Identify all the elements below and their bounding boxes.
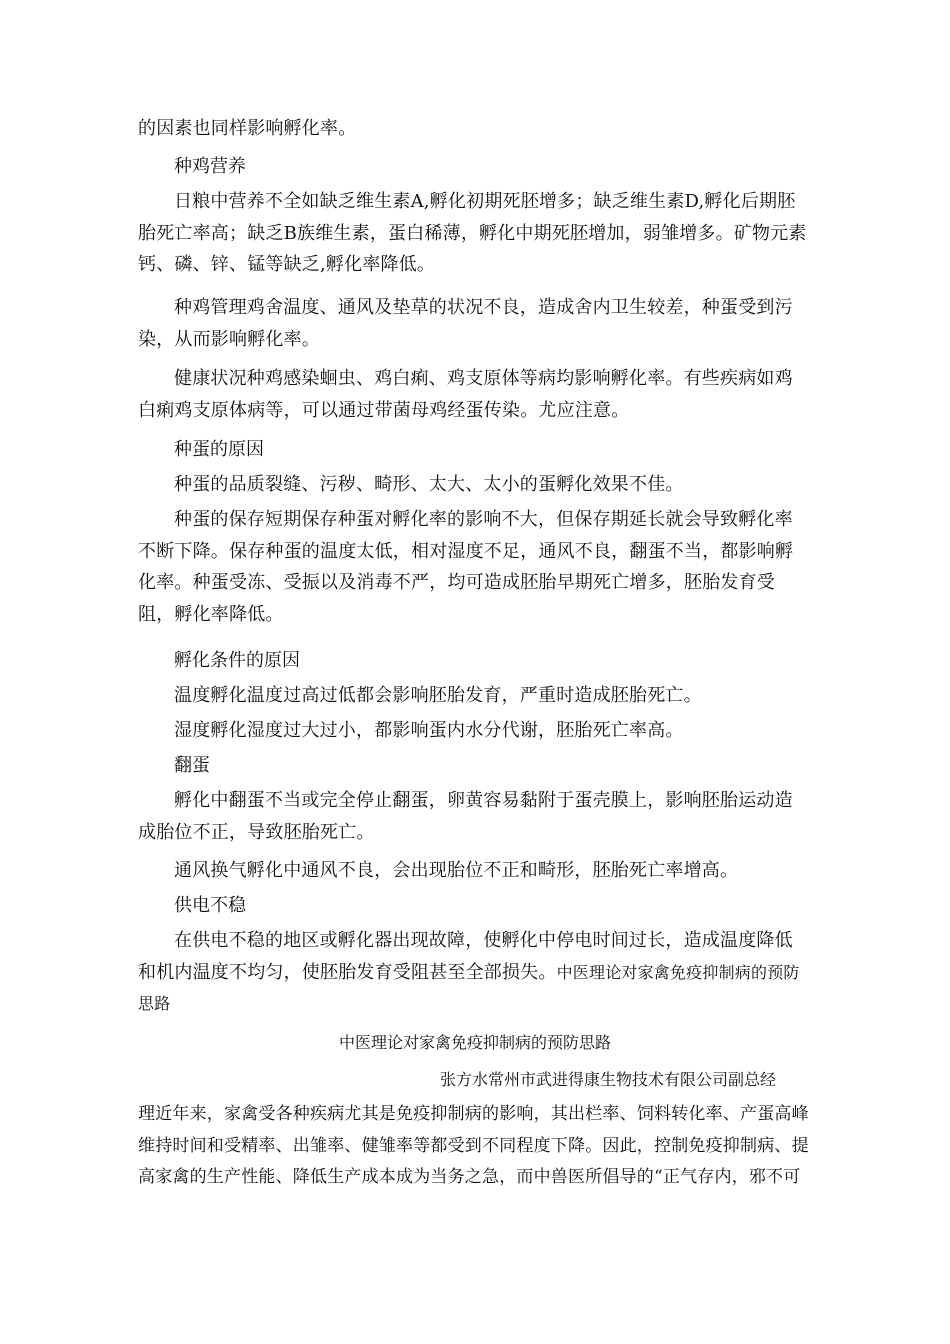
- paragraph-humidity: 湿度孵化湿度过大过小，都影响蛋内水分代谢，胚胎死亡率高。: [174, 720, 684, 741]
- heading-power-supply: 供电不稳: [174, 895, 246, 916]
- paragraph-egg-quality: 种蛋的品质裂缝、污秽、畸形、太大、太小的蛋孵化效果不佳。: [174, 474, 684, 495]
- paragraph-management: 种鸡管理鸡舍温度、通风及垫草的状况不良，造成舍内卫生较差，种蛋受到污染，从而影响孵化率。: [138, 297, 793, 350]
- paragraph-nutrition: 日粮中营养不全如缺乏维生素A,孵化初期死胚增多；缺乏维生素D,孵化后期胚胎死亡率高；缺乏B族维生素，蛋白稀薄，孵化中期死胚增加，弱雏增多。矿物元素钙、磷、锌、锰等缺乏,孵化率降低。: [138, 191, 807, 275]
- paragraph-health: 健康状况种鸡感染蛔虫、鸡白痢、鸡支原体等病均影响孵化率。有些疾病如鸡白痢鸡支原体病等，可以通过带菌母鸡经蛋传染。尤应注意。: [138, 368, 793, 421]
- author-line: 张方水常州市武进得康生物技术有限公司副总经: [440, 1070, 777, 1089]
- article-title: 中医理论对家禽免疫抑制病的预防思路: [338, 1033, 611, 1052]
- paragraph-temperature: 温度孵化温度过高过低都会影响胚胎发育，严重时造成胚胎死亡。: [174, 685, 702, 706]
- paragraph-egg-storage: 种蛋的保存短期保存种蛋对孵化率的影响不大，但保存期延长就会导致孵化率不断下降。保存种蛋的温度太低，相对湿度不足，通风不良，翻蛋不当，都影响孵化率。种蛋受冻、受振以及消毒不严，均可造成胚胎早期死亡增多，胚胎发育受阻，孵化率降低。: [138, 509, 794, 625]
- heading-egg-causes: 种蛋的原因: [174, 439, 264, 460]
- paragraph-intro: 理近年来，家禽受各种疾病尤其是免疫抑制病的影响，其出栏率、饲料转化率、产蛋高峰维持时间和受精率、出雏率、健雏率等都受到不同程度下降。因此，控制免疫抑制病、提高家禽的生产性能、降低生产成本成为当务之急，而中兽医所倡导的“正气存内，邪不可: [138, 1104, 809, 1187]
- paragraph-turning: 孵化中翻蛋不当或完全停止翻蛋，卵黄容易黏附于蛋壳膜上，影响胚胎运动造成胎位不正，导致胚胎死亡。: [138, 790, 793, 843]
- inline-title: 中医理论对家禽免疫抑制病的预防思路: [138, 962, 800, 1013]
- power-text: 在供电不稳的地区或孵化器出现故障，使孵化中停电时间过长，造成温度降低和机内温度不均匀，使胚胎发育受阻甚至全部损失。: [138, 930, 793, 983]
- paragraph-ventilation: 通风换气孵化中通风不良，会出现胎位不正和畸形，胚胎死亡率增高。: [174, 860, 739, 881]
- heading-incubation-conditions: 孵化条件的原因: [174, 650, 300, 671]
- paragraph-continuation: 的因素也同样影响孵化率。: [138, 118, 357, 139]
- paragraph-power: [138, 925, 810, 1020]
- heading-breeder-nutrition: 种鸡营养: [174, 156, 246, 177]
- heading-egg-turning: 翻蛋: [174, 755, 210, 776]
